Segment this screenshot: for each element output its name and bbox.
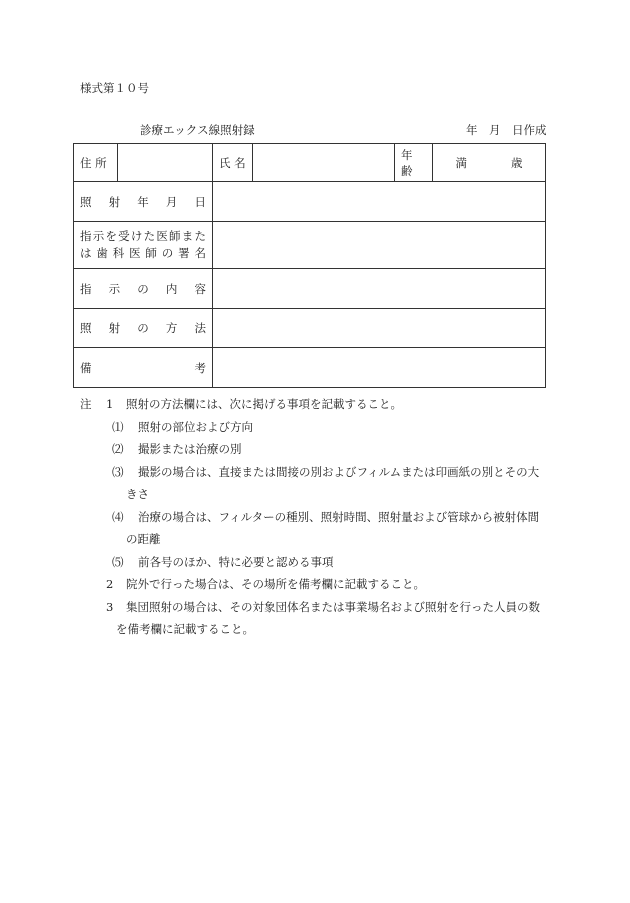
remarks-field[interactable] — [213, 348, 546, 388]
age-label: 年 齢 — [395, 144, 433, 182]
note-subitem: ⑵ 撮影または治療の別 — [112, 442, 242, 456]
note-item-3-continuation: を備考欄に記載すること。 — [116, 622, 254, 636]
address-field[interactable] — [118, 144, 213, 182]
note-subitem-continuation: きさ — [126, 487, 149, 501]
address-label: 住 所 — [74, 144, 118, 182]
note-subitem: ⑶ 撮影の場合は、直接または間接の別およびフィルムまたは印画紙の別とその大 — [112, 464, 540, 479]
irradiation-date-label: 照射年月日 — [74, 182, 213, 222]
name-label: 氏 名 — [213, 144, 253, 182]
physician-signature-label: 指示を受けた医師また は歯科医師の署名 — [74, 222, 213, 269]
age-suffix: 歳 — [511, 155, 523, 170]
irradiation-record-table — [73, 143, 546, 388]
notes-section — [80, 393, 550, 641]
remarks-label: 備考 — [74, 348, 213, 388]
note-subitem: ⑴ 照射の部位および方向 — [112, 419, 253, 434]
note-text: 照射の方法欄には、次に掲げる事項を記載すること。 — [126, 397, 402, 411]
form-title: 診療エックス線照射録 — [140, 123, 255, 137]
irradiation-method-label: 照射の方法 — [74, 309, 213, 348]
note-subitem: ⑷ 治療の場合は、フィルターの種別、照射時間、照射量および管球から被射体間 — [112, 509, 540, 524]
form-number: 様式第１０号 — [80, 81, 149, 95]
irradiation-date-field[interactable] — [213, 182, 546, 222]
note-item-1 — [80, 393, 550, 416]
note-item-3: 3 集団照射の場合は、その対象団体名または事業場名および照射を行った人員の数 — [106, 599, 540, 614]
note-item-2: 2 院外で行った場合は、その場所を備考欄に記載すること。 — [106, 577, 425, 591]
instruction-content-label: 指示の内容 — [74, 269, 213, 309]
physician-signature-field[interactable] — [213, 222, 546, 269]
creation-date-label: 年 月 日作成 — [466, 123, 547, 137]
age-field[interactable] — [433, 144, 546, 182]
note-number: 1 — [106, 397, 114, 411]
irradiation-method-field[interactable] — [213, 309, 546, 348]
instruction-content-field[interactable] — [213, 269, 546, 309]
age-prefix: 満 — [455, 155, 467, 170]
note-subitem-continuation: の距離 — [126, 532, 161, 546]
note-subitem: ⑸ 前各号のほか、特に必要と認める事項 — [112, 554, 334, 569]
name-field[interactable] — [253, 144, 395, 182]
note-mark: 注 — [80, 397, 92, 411]
